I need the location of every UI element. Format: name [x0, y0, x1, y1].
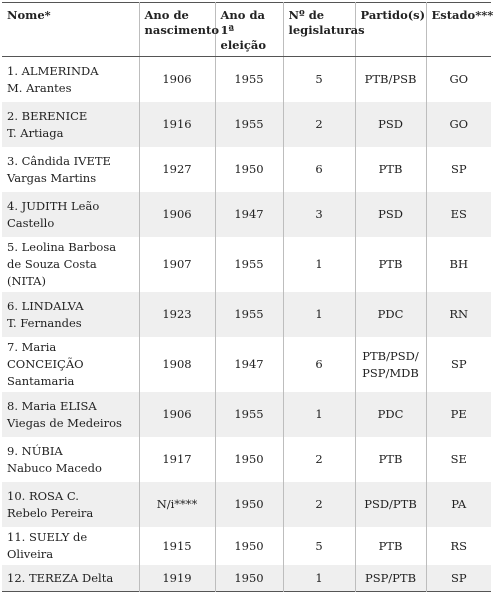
birth-year-cell: 1917: [139, 437, 215, 482]
birth-year-cell: 1908: [139, 337, 215, 392]
table-row: [2, 292, 491, 337]
legislatures-cell: 5: [283, 527, 355, 565]
birth-year-cell: 1906: [139, 392, 215, 437]
birth-year-cell: 1906: [139, 57, 215, 103]
state-cell: PA: [451, 497, 467, 511]
name-cell: 2. BERENICE T. Artiaga: [2, 102, 139, 147]
name-cell: 5. Leolina Barbosa de Souza Costa (NITA): [2, 237, 139, 292]
header-nome: Nome*: [2, 3, 139, 57]
party-cell: PSD/PTB: [355, 482, 426, 527]
party-cell: PSD: [355, 102, 426, 147]
legislatures-cell: 1: [283, 292, 355, 337]
party-cell: PSD: [355, 192, 426, 237]
election-year-cell: 1955: [215, 57, 283, 103]
legislatures-cell: 2: [283, 482, 355, 527]
name-cell: 11. SUELY de Oliveira: [2, 527, 139, 565]
party-cell: PTB: [355, 147, 426, 192]
election-year-cell: 1950: [215, 527, 283, 565]
table-body: [2, 57, 491, 592]
header-ano-nascimento: Ano de nascimento: [139, 3, 215, 57]
name-cell: 10. ROSA C. Rebelo Pereira: [2, 482, 139, 527]
table-row: [2, 437, 491, 482]
legislatures-cell: 1: [283, 565, 355, 592]
party-cell: PTB/PSB: [355, 57, 426, 103]
name-cell: 12. TEREZA Delta: [2, 565, 139, 592]
election-year-cell: 1955: [215, 392, 283, 437]
legislatures-cell: 5: [283, 57, 355, 103]
name-cell: 6. LINDALVA T. Fernandes: [2, 292, 139, 337]
state-cell: SE: [450, 452, 467, 466]
state-cell: BH: [449, 257, 468, 271]
party-cell: PDC: [355, 292, 426, 337]
birth-year-cell: 1906: [139, 192, 215, 237]
table-row: [2, 565, 491, 592]
state-cell: GO: [449, 117, 469, 131]
header-ano-eleicao: Ano da 1ª eleição: [215, 3, 283, 57]
election-year-cell: 1947: [215, 337, 283, 392]
party-cell: PTB/PSD/ PSP/MDB: [355, 337, 426, 392]
name-cell: 7. Maria CONCEIÇÃO Santamaria: [2, 337, 139, 392]
name-cell: 9. NÚBIA Nabuco Macedo: [2, 437, 139, 482]
party-cell: PTB: [355, 237, 426, 292]
party-cell: PTB: [355, 527, 426, 565]
table-row: [2, 482, 491, 527]
header-legislaturas: Nº de legislaturas: [283, 3, 355, 57]
state-cell: RN: [449, 307, 469, 321]
deputies-table: [2, 2, 491, 592]
table-row: [2, 102, 491, 147]
table-header: [2, 3, 491, 57]
birth-year-cell: 1916: [139, 102, 215, 147]
legislatures-cell: 2: [283, 437, 355, 482]
name-cell: 1. ALMERINDA M. Arantes: [2, 57, 139, 103]
table-row: [2, 337, 491, 392]
birth-year-cell: 1907: [139, 237, 215, 292]
state-cell: SP: [450, 570, 467, 585]
name-cell: 3. Cândida IVETE Vargas Martins: [2, 147, 139, 192]
deputies-table-container: [2, 2, 491, 592]
birth-year-cell: 1915: [139, 527, 215, 565]
election-year-cell: 1955: [215, 237, 283, 292]
header-row: [2, 3, 491, 57]
party-cell: PDC: [355, 392, 426, 437]
election-year-cell: 1950: [215, 482, 283, 527]
state-cell: PE: [450, 407, 467, 421]
election-year-cell: 1950: [215, 565, 283, 592]
election-year-cell: 1950: [215, 437, 283, 482]
legislatures-cell: 6: [283, 337, 355, 392]
header-partidos: Partido(s): [355, 3, 426, 57]
state-cell: RS: [450, 538, 468, 553]
table-row: [2, 527, 491, 565]
table-row: [2, 192, 491, 237]
table-row: [2, 237, 491, 292]
table-row: [2, 57, 491, 103]
birth-year-cell: N/i****: [139, 482, 215, 527]
header-estado: Estado***: [426, 3, 491, 57]
legislatures-cell: 6: [283, 147, 355, 192]
party-cell: PTB: [355, 437, 426, 482]
table-row: [2, 147, 491, 192]
election-year-cell: 1955: [215, 102, 283, 147]
election-year-cell: 1950: [215, 147, 283, 192]
table-row: [2, 392, 491, 437]
legislatures-cell: 2: [283, 102, 355, 147]
state-cell: GO: [449, 72, 469, 86]
name-cell: 8. Maria ELISA Viegas de Medeiros: [2, 392, 139, 437]
election-year-cell: 1955: [215, 292, 283, 337]
legislatures-cell: 1: [283, 392, 355, 437]
birth-year-cell: 1927: [139, 147, 215, 192]
state-cell: SP: [450, 162, 467, 176]
state-cell: SP: [450, 357, 467, 371]
legislatures-cell: 1: [283, 237, 355, 292]
birth-year-cell: 1923: [139, 292, 215, 337]
election-year-cell: 1947: [215, 192, 283, 237]
name-cell: 4. JUDITH Leão Castello: [2, 192, 139, 237]
legislatures-cell: 3: [283, 192, 355, 237]
party-cell: PSP/PTB: [355, 565, 426, 592]
birth-year-cell: 1919: [139, 565, 215, 592]
state-cell: ES: [450, 207, 467, 221]
